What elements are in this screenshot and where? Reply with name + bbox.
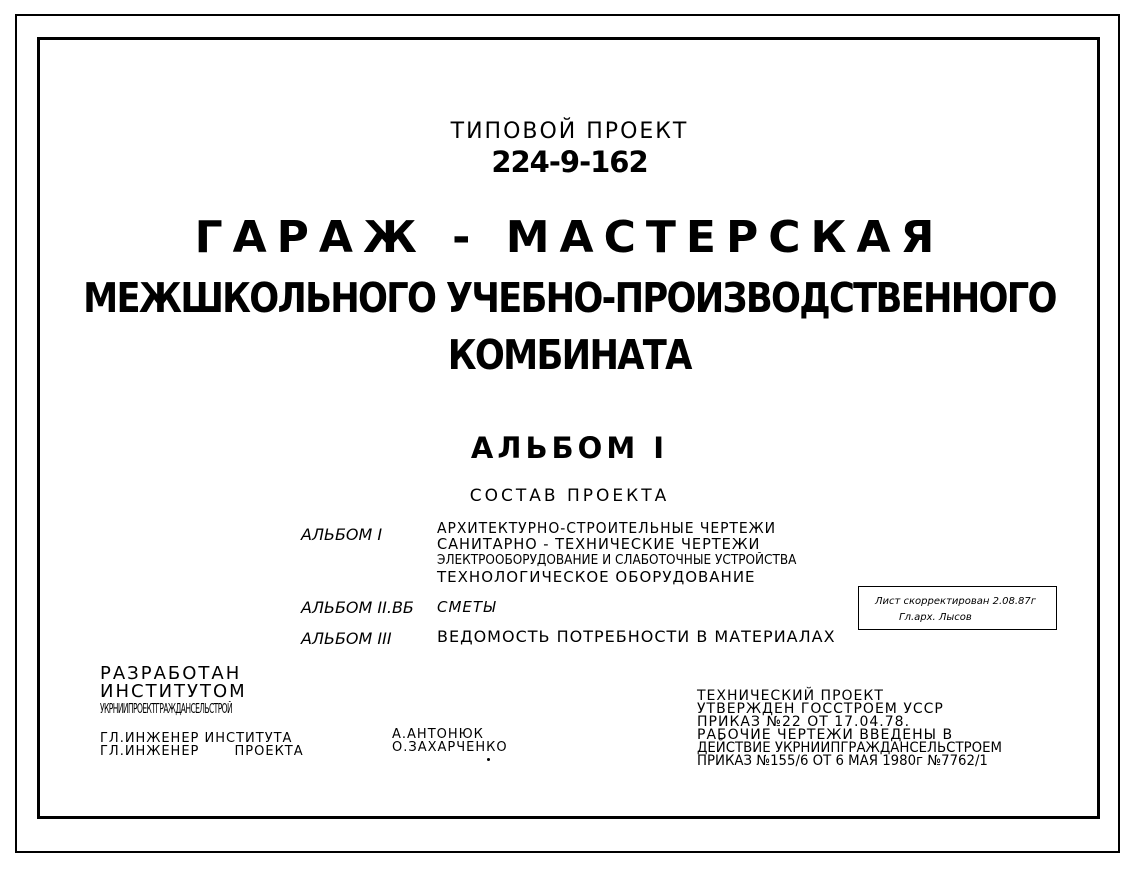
signature-name-1: А.АНТОНЮК	[392, 727, 484, 742]
developer-line-3: УКРНИИПРОЕКТГРАЖДАНСЕЛЬСТРОЙ	[100, 702, 233, 717]
approval-line-6: ПРИКАЗ №155/6 ОТ 6 МАЯ 1980г №7762/1	[697, 753, 988, 769]
approval-line-3: ПРИКАЗ №22 ОТ 17.04.78.	[697, 714, 911, 730]
album-heading: АЛЬБОМ I	[470, 431, 669, 465]
developer-line-1: РАЗРАБОТАН	[100, 663, 242, 684]
correction-note-line-2: Гл.арх. Лысов	[899, 612, 972, 623]
role-chief-engineer-institute: ГЛ.ИНЖЕНЕР ИНСТИТУТА	[100, 731, 293, 746]
signature-name-2: О.ЗАХАРЧЕНКО	[392, 740, 508, 755]
album-3-item-1: ВЕДОМОСТЬ ПОТРЕБНОСТИ В МАТЕРИАЛАХ	[437, 627, 836, 646]
approval-line-1: ТЕХНИЧЕСКИЙ ПРОЕКТ	[697, 688, 884, 704]
title-line-3: КОМБИНАТА	[448, 331, 691, 379]
ink-dot	[487, 758, 490, 761]
approval-line-2: УТВЕРЖДЕН ГОССТРОЕМ УССР	[697, 701, 944, 717]
album-2-label: АЛЬБОМ II.ВБ	[301, 598, 414, 617]
correction-note-line-1: Лист скорректирован 2.08.87г	[875, 596, 1037, 607]
album-1-item-1: АРХИТЕКТУРНО-СТРОИТЕЛЬНЫЕ ЧЕРТЕЖИ	[437, 519, 776, 537]
role-chief-engineer-project: ГЛ.ИНЖЕНЕР ПРОЕКТА	[100, 744, 304, 759]
approval-line-4: РАБОЧИЕ ЧЕРТЕЖИ ВВЕДЕНЫ В	[697, 727, 954, 743]
album-1-label: АЛЬБОМ I	[301, 525, 383, 544]
title-line-2: МЕЖШКОЛЬНОГО УЧЕБНО-ПРОИЗВОДСТВЕННОГО	[83, 274, 1056, 322]
album-1-item-4: ТЕХНОЛОГИЧЕСКОЕ ОБОРУДОВАНИЕ	[437, 568, 756, 586]
project-number: 224-9-162	[491, 145, 648, 179]
album-1-item-2: САНИТАРНО - ТЕХНИЧЕСКИЕ ЧЕРТЕЖИ	[437, 535, 761, 553]
developer-line-2: ИНСТИТУТОМ	[100, 681, 247, 702]
album-1-item-3: ЭЛЕКТРООБОРУДОВАНИЕ И СЛАБОТОЧНЫЕ УСТРОЙСТВА	[437, 553, 797, 568]
album-2-item-1: СМЕТЫ	[437, 598, 497, 616]
approval-line-5: ДЕЙСТВИЕ УКРНИИПГРАЖДАНСЕЛЬСТРОЕМ	[697, 740, 1002, 756]
correction-note	[858, 586, 1057, 630]
composition-heading: СОСТАВ ПРОЕКТА	[469, 486, 670, 506]
project-label: ТИПОВОЙ ПРОЕКТ	[450, 119, 689, 144]
album-3-label: АЛЬБОМ III	[301, 629, 392, 648]
title-line-1: ГАРАЖ - МАСТЕРСКАЯ	[194, 212, 945, 263]
